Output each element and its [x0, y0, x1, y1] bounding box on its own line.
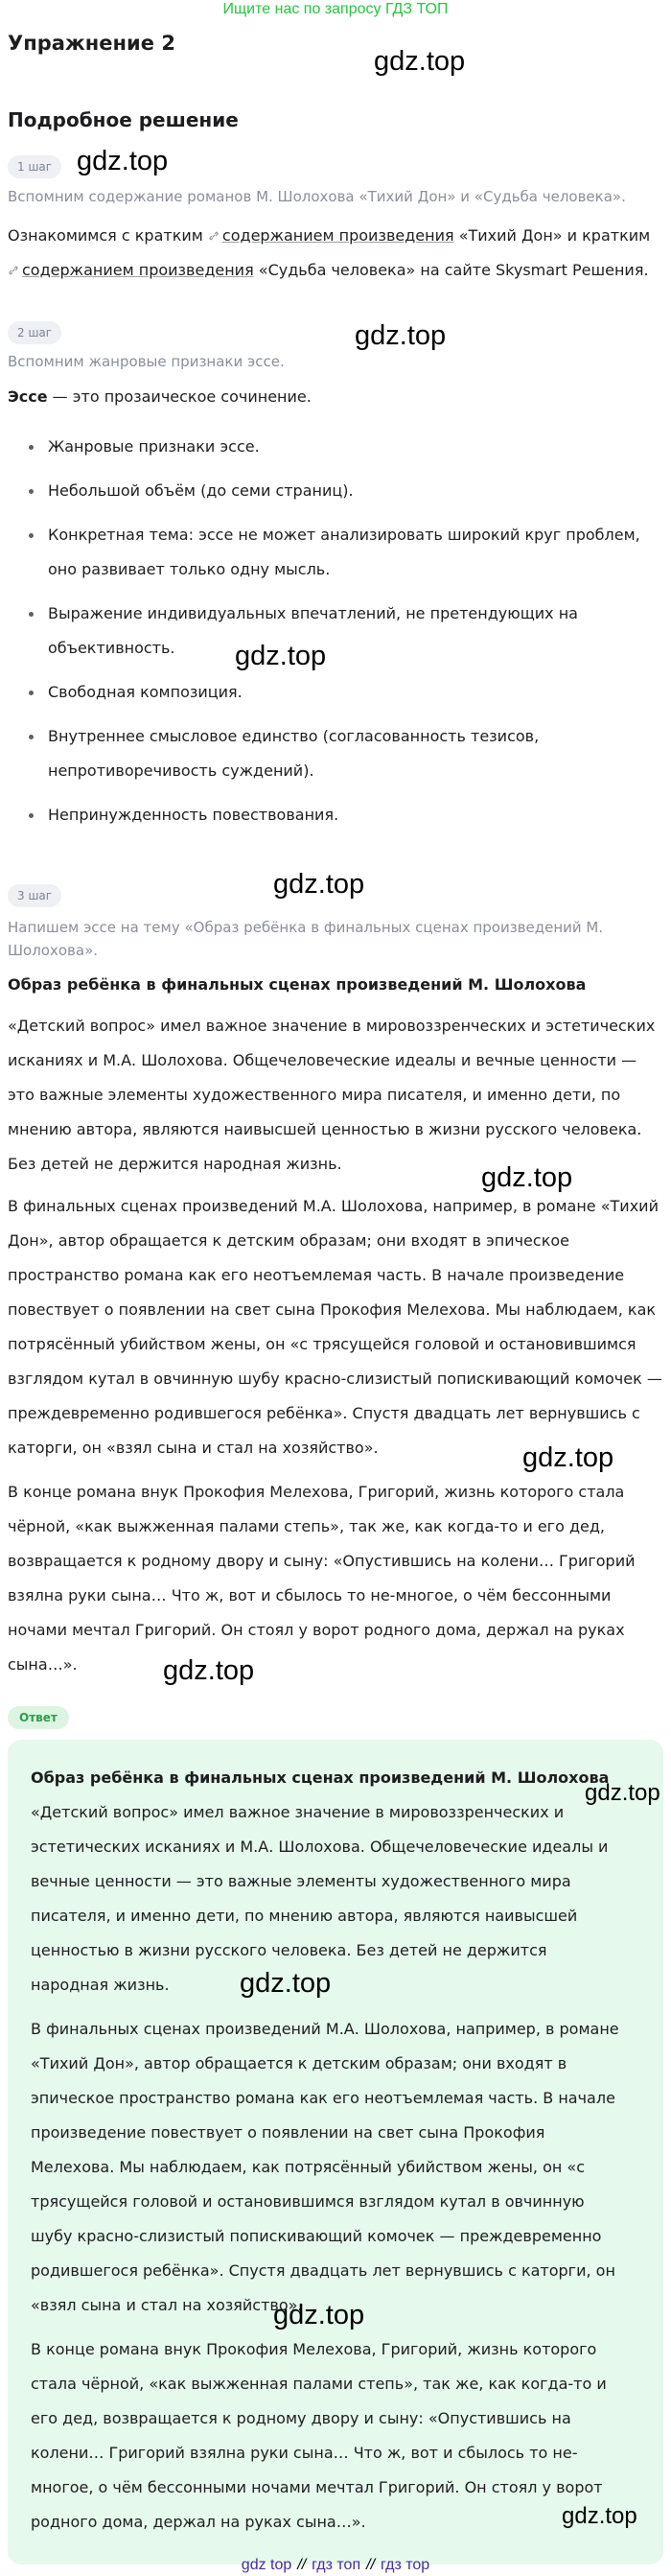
- text-fragment: Ознакомимся с кратким: [8, 226, 208, 245]
- top-banner: Ищите нас по запросу ГДЗ ТОП: [222, 1, 449, 17]
- definition-text: — это прозаическое сочинение.: [47, 387, 312, 406]
- link-sudba-cheloveka[interactable]: содержанием произведения: [22, 261, 254, 279]
- step-3-badge: 3 шаг: [8, 884, 61, 907]
- essay-title: Образ ребёнка в финальных сценах произведений М. Шолохова: [8, 975, 587, 994]
- step-3-note: Напишем эссе на тему «Образ ребёнка в финальных сценах произведений М. Шолохова».: [8, 919, 604, 959]
- list-item: Выражение индивидуальных впечатлений, не претендующих на объективность.: [29, 597, 661, 666]
- essay-paragraph-1: «Детский вопрос» имел важное значение в мировоззренческих и эстетических исканиях и М.А. Шолохова. Общечеловеческие идеалы и вечные ценности — это важные элементы художественного мира писателя, и именно дети, по мнению автора, являются наивысшей ценностью в жизни русского человека. Без детей не держится народная жизнь.: [8, 1017, 656, 1173]
- list-item: Внутреннее смысловое единство (согласованность тезисов, непротиворечивость суждений).: [29, 719, 661, 788]
- watermark: gdz.top: [77, 146, 169, 176]
- answer-paragraph-1: «Детский вопрос» имел важное значение в мировоззренческих и эстетических исканиях и М.А. Шолохова. Общечеловеческие идеалы и вечные ценности — это важные элементы художественного мира писателя, и именно дети, по мнению автора, являются наивысшей ценностью в жизни русского человека. Без детей не держится народная жизнь.: [31, 1803, 609, 1994]
- definition-term: Эссе: [8, 387, 48, 406]
- essay-paragraph-2: В финальных сценах произведений М.А. Шолохова, например, в романе «Тихий Дон», автор обращается к детским образам; они входят в эпическое пространство романа как его неотъемлемая часть. В начале произведение повествует о появлении на свет сына Прокофия Мелехова. Мы наблюдаем, как потрясённый убийством жены, он «с трясущейся головой и остановившимся взглядом кутал в овчинную шубу красно-слизистый попискивающий комочек — преждевременно родившегося ребёнка». Спустя двадцать лет вернувшись с каторги, он «взял сына и стал на хозяйство».: [8, 1197, 662, 1457]
- footer-link-gdz-top[interactable]: gdz top: [241, 2557, 292, 2573]
- watermark: gdz.top: [481, 1162, 573, 1193]
- step-1-note: Вспомним содержание романов М. Шолохова «Тихий Дон» и «Судьба человека».: [8, 188, 626, 205]
- watermark: gdz.top: [355, 320, 447, 351]
- watermark: gdz.top: [235, 641, 327, 671]
- genre-features-list: [29, 430, 661, 832]
- list-item: Свободная композиция.: [29, 675, 661, 710]
- text-fragment: «Судьба человека» на сайте Skysmart Решения.: [253, 261, 649, 279]
- watermark: gdz.top: [273, 2300, 365, 2330]
- footer-separator: //: [297, 2557, 307, 2573]
- watermark: gdz.top: [522, 1442, 614, 1473]
- link-icon: [208, 226, 222, 245]
- answer-title: Образ ребёнка в финальных сценах произведений М. Шолохова: [31, 1768, 610, 1787]
- footer-separator: //: [366, 2557, 376, 2573]
- footer-links: [0, 2555, 671, 2576]
- answer-paragraph-2: В финальных сценах произведений М.А. Шолохова, например, в романе «Тихий Дон», автор обращается к детским образам; они входят в эпическое пространство романа как его неотъемлемая часть. В начале произведение повествует о появлении на свет сына Прокофия Мелехова. Мы наблюдаем, как потрясённый убийством жены, он «с трясущейся головой и остановившимся взглядом кутал в овчинную шубу красно-слизистый попискивающий комочек — преждевременно родившегося ребёнка». Спустя двадцать лет вернувшись с каторги, он «взял сына и стал на хозяйство».: [31, 2020, 619, 2314]
- answer-content: [31, 1761, 625, 2549]
- essay-paragraph-3: В конце романа внук Прокофия Мелехова, Григорий, жизнь которого стала чёрной, «как выжженная палами степь», так же, как когда-то и его дед, возвращается к родному двору и сыну: «Опустившись на колени… Григорий взялна руки сына… Что ж, вот и сбылось то не-многое, о чём бессонными ночами мечтал Григорий. Он стоял у ворот родного дома, держал на руках сына…».: [8, 1483, 636, 1674]
- link-icon: [8, 261, 22, 279]
- answer-box: [8, 1740, 663, 2564]
- watermark: gdz.top: [585, 1780, 660, 1806]
- footer-link-gdz-top-ru[interactable]: гдз топ: [312, 2557, 361, 2573]
- watermark: gdz.top: [374, 46, 466, 77]
- exercise-title: Упражнение 2: [8, 32, 175, 55]
- watermark: gdz.top: [562, 2503, 637, 2529]
- step-2-note: Вспомним жанровые признаки эссе.: [8, 353, 285, 370]
- list-item: Небольшой объём (до семи страниц).: [29, 474, 661, 508]
- step-1-text: [8, 219, 667, 288]
- solution-title: Подробное решение: [8, 108, 239, 131]
- answer-paragraph-3: В конце романа внук Прокофия Мелехова, Григорий, жизнь которого стала чёрной, «как выжженная палами степь», так же, как когда-то и его дед, возвращается к родному двору и сыну: «Опустившись на колени… Григорий взялна руки сына… Что ж, вот и сбылось то не-многое, о чём бессонными ночами мечтал Григорий. Он стоял у ворот родного дома, держал на руках сына…».: [31, 2340, 607, 2531]
- link-tikhiy-don[interactable]: содержанием произведения: [221, 226, 454, 245]
- footer-link-gdz-tor[interactable]: гдз тор: [381, 2557, 430, 2573]
- list-item: Жанровые признаки эссе.: [29, 430, 661, 464]
- watermark: gdz.top: [273, 869, 365, 900]
- answer-badge: Ответ: [8, 1706, 69, 1729]
- essay-definition: [8, 380, 667, 414]
- step-1-badge: 1 шаг: [8, 155, 61, 178]
- list-item: Конкретная тема: эссе не может анализировать широкий круг проблем, оно развивает только одну мысль.: [29, 518, 661, 587]
- list-item: Непринужденность повествования.: [29, 798, 661, 832]
- text-fragment: «Тихий Дон» и кратким: [453, 226, 651, 245]
- watermark: gdz.top: [163, 1655, 255, 1686]
- watermark: gdz.top: [240, 1968, 332, 1999]
- step-2-badge: 2 шаг: [8, 321, 61, 344]
